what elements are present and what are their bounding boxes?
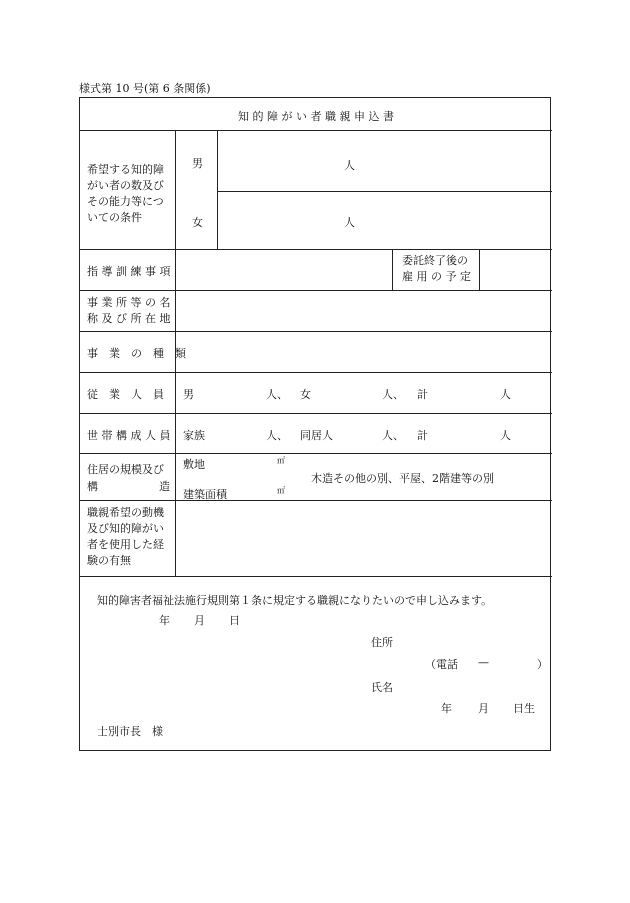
structure-note: 木造その他の別、平屋、2階建等の別 — [311, 472, 494, 485]
date-month-label: 月 — [194, 614, 205, 627]
employees-label: 従 業 人 員 — [87, 388, 164, 401]
business-name-label: 事 業 所 等 の 名 称 及 び 所 在 地 — [87, 296, 171, 325]
phone-dash: — — [478, 656, 489, 669]
column-divider — [217, 130, 218, 249]
employees-male-unit: 人、 — [266, 388, 288, 401]
employees-total-unit: 人 — [500, 388, 511, 401]
row-divider — [80, 290, 552, 291]
floor-area-label: 建築面積 — [183, 488, 227, 501]
employees-female-unit: 人、 — [382, 388, 404, 401]
male-label: 男 — [192, 157, 203, 170]
row-divider — [80, 372, 552, 373]
site-area-unit: ㎡ — [277, 456, 285, 465]
male-count-unit: 人 — [344, 159, 355, 172]
household-label: 世 帯 構 成 人 員 — [87, 429, 171, 442]
household-family-unit: 人、 — [266, 429, 288, 442]
employees-female-label: 女 — [300, 388, 311, 401]
household-cohabitant-label: 同居人 — [300, 429, 333, 442]
household-cohabitant-unit: 人、 — [382, 429, 404, 442]
female-label: 女 — [192, 216, 203, 229]
row-divider — [80, 130, 552, 131]
addressee: 士別市長 様 — [97, 725, 163, 738]
employment-plan-label: 委託終了後の 雇 用 の 予 定 — [402, 254, 471, 283]
conditions-label: 希望する知的障 がい者の数及び その能力等につ いての条件 — [87, 163, 164, 224]
row-divider — [80, 413, 552, 414]
employees-male-label: 男 — [183, 388, 194, 401]
employees-total-label: 計 — [417, 388, 428, 401]
phone-close: ） — [537, 658, 548, 671]
female-count-unit: 人 — [344, 216, 355, 229]
birth-day-label: 日生 — [513, 702, 535, 715]
row-divider — [80, 331, 552, 332]
form-number: 様式第 10 号(第 6 条関係) — [79, 82, 211, 95]
household-family-label: 家族 — [183, 429, 205, 442]
address-label: 住所 — [371, 636, 393, 649]
site-area-label: 敷地 — [183, 458, 205, 471]
phone-label: （電話 — [425, 658, 458, 671]
business-type-label: 事 業 の 種 類 — [87, 347, 186, 360]
name-label: 氏名 — [371, 681, 393, 694]
application-form — [79, 97, 551, 751]
household-total-unit: 人 — [500, 429, 511, 442]
floor-area-unit: ㎡ — [277, 486, 285, 495]
residence-label-line1: 住居の規模及び — [87, 463, 164, 476]
column-divider — [479, 249, 480, 290]
row-divider — [80, 500, 552, 501]
row-divider — [80, 576, 552, 577]
form-title: 知 的 障 が い 者 職 親 申 込 書 — [238, 110, 394, 123]
birth-month-label: 月 — [478, 702, 489, 715]
training-label: 指 導 訓 練 事 項 — [87, 265, 171, 278]
household-total-label: 計 — [417, 429, 428, 442]
residence-label-line2-end: 造 — [159, 480, 170, 493]
birth-year-label: 年 — [441, 702, 452, 715]
date-year-label: 年 — [159, 614, 170, 627]
row-divider — [80, 249, 552, 250]
column-divider — [392, 249, 393, 290]
row-divider — [80, 453, 552, 454]
motivation-label: 職親希望の動機 及び知的障がい 者を使用した経 験の有無 — [87, 506, 164, 567]
row-divider — [217, 191, 552, 192]
declaration-text: 知的障害者福祉法施行規則第１条に規定する職親になりたいので申し込みます。 — [97, 594, 493, 607]
date-day-label: 日 — [229, 614, 240, 627]
residence-label-line2-start: 構 — [87, 480, 98, 493]
